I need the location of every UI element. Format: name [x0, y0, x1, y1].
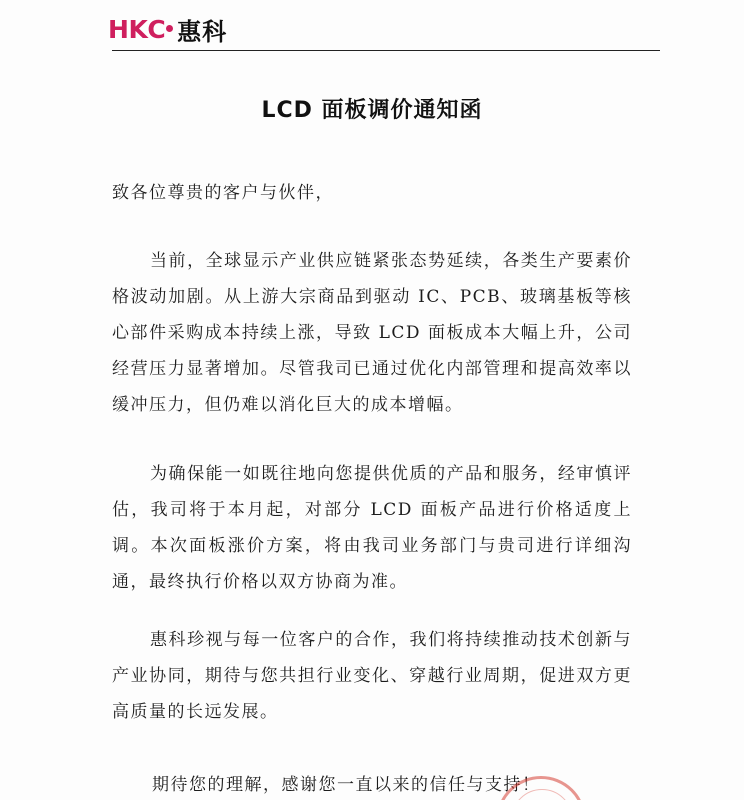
paragraph-2: 为确保能一如既往地向您提供优质的产品和服务，经审慎评估，我司将于本月起，对部分 LCD 面板产品进行价格适度上调。本次面板涨价方案，将由我司业务部门与贵司进行详细沟通，最终执行价格以双方协商为准。: [112, 464, 632, 592]
letter-title: LCD 面板调价通知函: [261, 98, 483, 123]
logo-chinese-name: 惠科: [177, 17, 228, 46]
logo-dot-icon: [166, 25, 173, 32]
logo-letter-k: K: [128, 14, 148, 44]
paragraph-1: 当前，全球显示产业供应链紧张态势延续，各类生产要素价格波动加剧。从上游大宗商品到驱动 IC、PCB、玻璃基板等核心部件采购成本持续上涨，导致 LCD 面板成本大幅上升，公司经营压力显著增加。尽管我司已通过优化内部管理和提高效率以缓冲压力，但仍难以消化巨大的成本增幅。: [112, 251, 632, 415]
closing-line: 期待您的理解，感谢您一直以来的信任与支持！: [152, 775, 541, 795]
paragraph-3: 惠科珍视与每一位客户的合作，我们将持续推动技术创新与产业协同，期待与您共担行业变化、穿越行业周期，促进双方更高质量的长远发展。: [112, 630, 632, 722]
hkc-logo: [108, 15, 177, 44]
salutation: 致各位尊贵的客户与伙伴，: [112, 183, 334, 203]
letterhead: [108, 12, 227, 46]
seal-inner-ring: [511, 789, 573, 800]
logo-letter-c: C: [147, 14, 166, 44]
logo-letter-h: H: [108, 14, 129, 44]
header-divider: [112, 50, 660, 51]
